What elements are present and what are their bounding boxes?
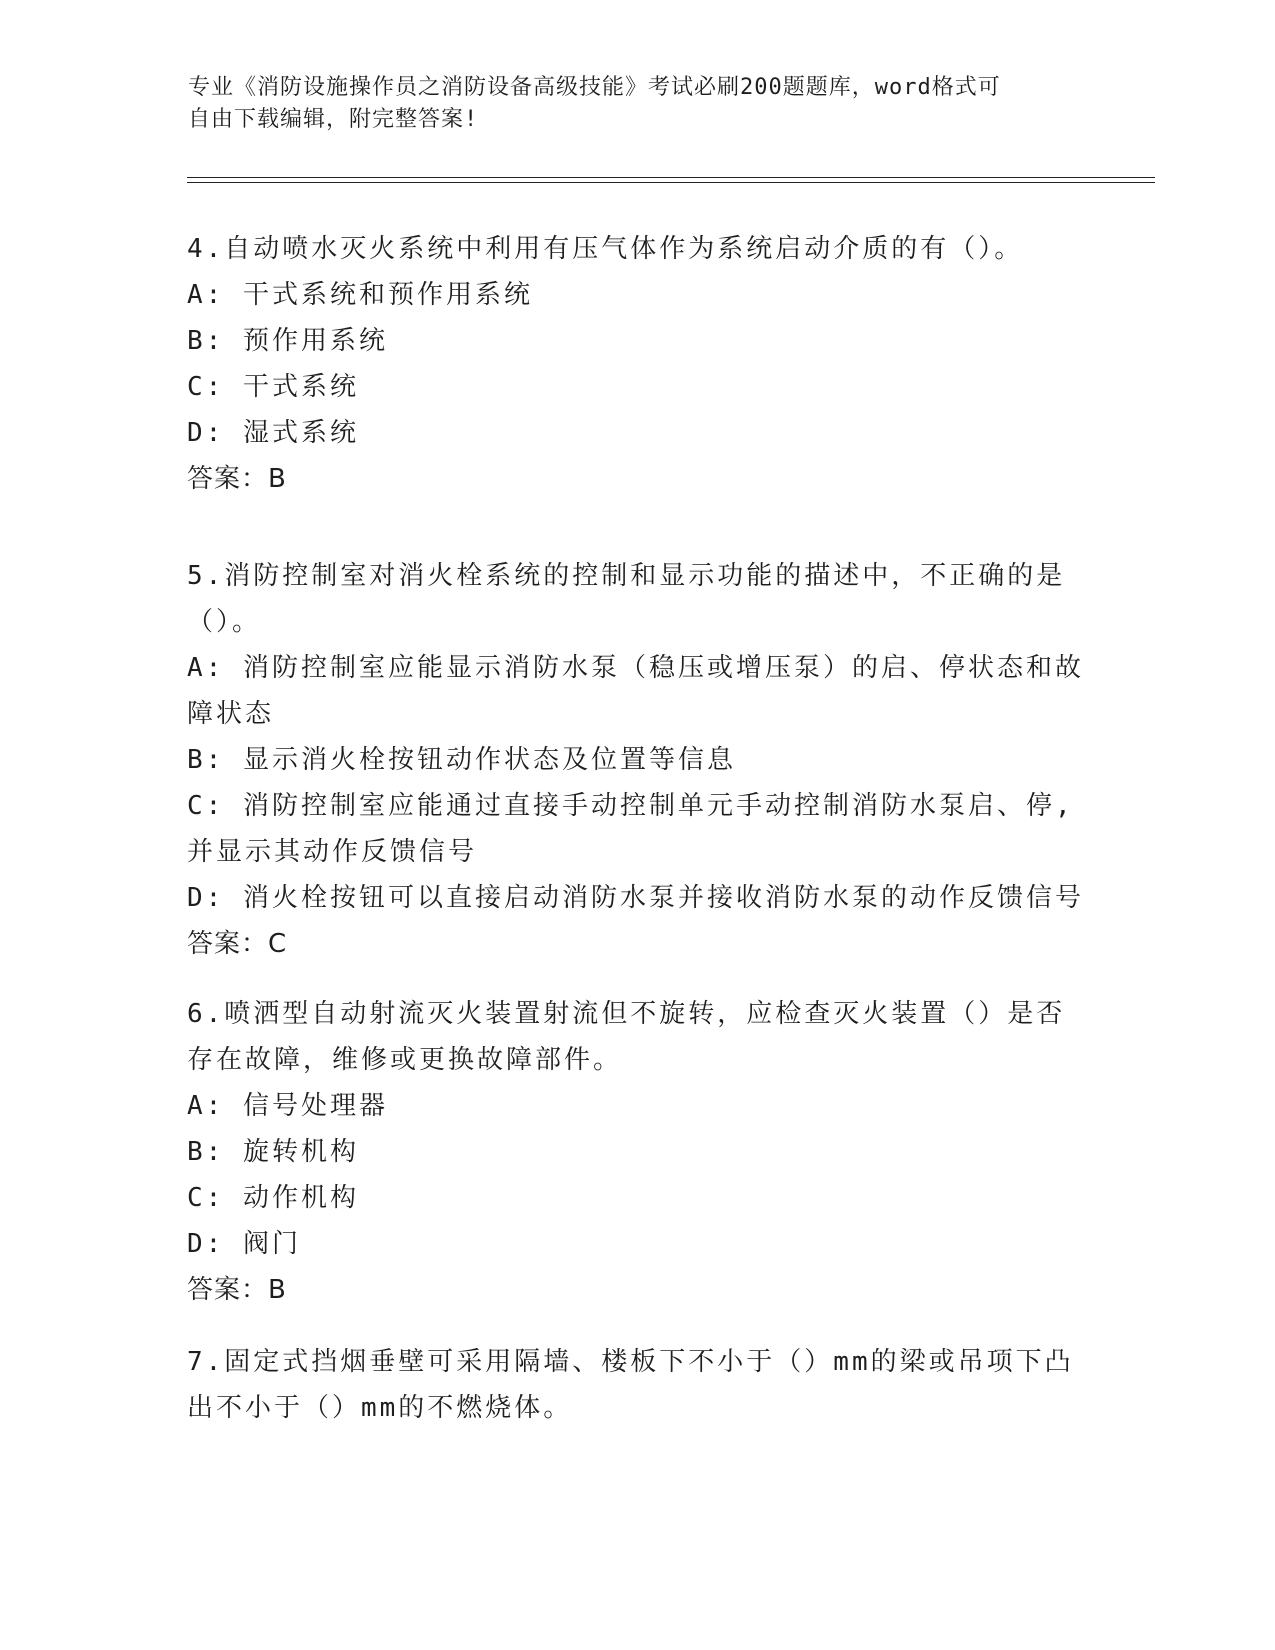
option-a	[187, 1083, 1087, 1129]
option-d	[187, 875, 1087, 921]
option-a	[187, 272, 1087, 318]
option-line: B: 预作用系统	[187, 326, 388, 356]
option-line: B: 显示消火栓按钮动作状态及位置等信息	[187, 745, 736, 775]
stem-line: 存在故障，维修或更换故障部件。	[187, 1045, 623, 1075]
question-stem	[187, 553, 1087, 645]
option-line: 障状态	[187, 699, 275, 729]
option-line: A: 干式系统和预作用系统	[187, 280, 533, 310]
header-line-2: 自由下载编辑，附完整答案!	[188, 107, 479, 132]
option-line: C: 干式系统	[187, 372, 359, 402]
option-line: D: 消火栓按钮可以直接启动消防水泵并接收消防水泵的动作反馈信号	[187, 883, 1084, 913]
option-line: 并显示其动作反馈信号	[187, 837, 478, 867]
question-stem	[187, 991, 1087, 1083]
option-d	[187, 410, 1087, 456]
question-stem	[187, 226, 1087, 272]
stem-line: 出不小于（）mm的不燃烧体。	[187, 1393, 573, 1423]
question-7	[187, 1339, 1087, 1431]
option-b	[187, 737, 1087, 783]
stem-line: 6.喷洒型自动射流灭火装置射流但不旋转，应检查灭火装置（）是否	[187, 999, 1066, 1029]
option-line: D: 湿式系统	[187, 418, 359, 448]
option-c	[187, 364, 1087, 410]
option-line: A: 信号处理器	[187, 1091, 388, 1121]
stem-line: （）。	[187, 607, 262, 637]
option-c	[187, 1175, 1087, 1221]
document-header	[188, 72, 1088, 136]
stem-line: 5.消防控制室对消火栓系统的控制和显示功能的描述中，不正确的是	[187, 561, 1066, 591]
header-divider-bottom	[187, 182, 1155, 183]
option-b	[187, 318, 1087, 364]
question-stem	[187, 1339, 1087, 1431]
answer: 答案：B	[187, 1275, 287, 1305]
option-a	[187, 645, 1087, 737]
option-line: D: 阀门	[187, 1229, 301, 1259]
option-line: B: 旋转机构	[187, 1137, 359, 1167]
stem-line: 4.自动喷水灭火系统中利用有压气体作为系统启动介质的有（）。	[187, 234, 1024, 264]
answer: 答案：C	[187, 929, 288, 959]
header-line-1: 专业《消防设施操作员之消防设备高级技能》考试必刷200题题库，word格式可	[188, 75, 1001, 100]
stem-line: 7.固定式挡烟垂壁可采用隔墙、楼板下不小于（）mm的梁或吊项下凸	[187, 1347, 1074, 1377]
question-4	[187, 226, 1087, 502]
option-line: A: 消防控制室应能显示消防水泵（稳压或增压泵）的启、停状态和故	[187, 653, 1084, 683]
option-line: C: 消防控制室应能通过直接手动控制单元手动控制消防水泵启、停,	[187, 791, 1074, 821]
answer: 答案：B	[187, 464, 287, 494]
option-line: C: 动作机构	[187, 1183, 359, 1213]
question-6	[187, 991, 1087, 1313]
option-b	[187, 1129, 1087, 1175]
question-5	[187, 553, 1087, 967]
option-c	[187, 783, 1087, 875]
header-divider-top	[187, 177, 1155, 178]
option-d	[187, 1221, 1087, 1267]
